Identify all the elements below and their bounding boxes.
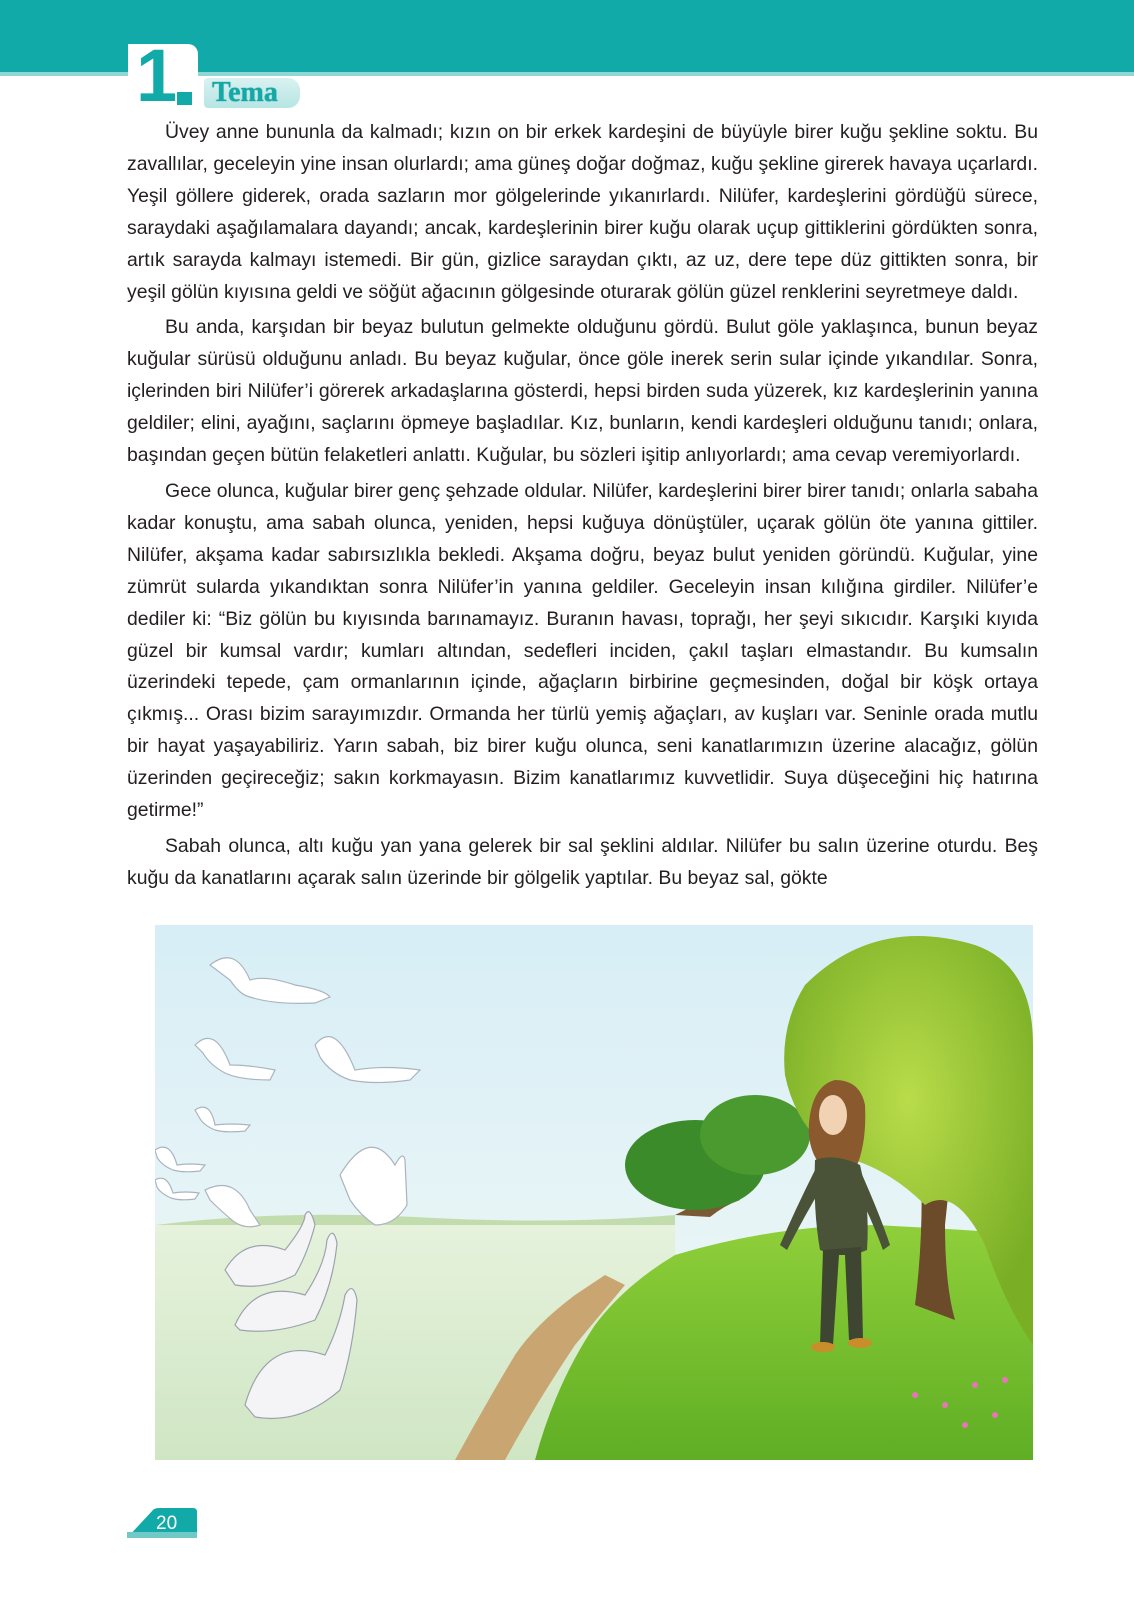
page-number: 20: [156, 1513, 178, 1534]
girl-shoe: [811, 1342, 835, 1352]
unit-label: Tema: [212, 77, 278, 108]
story-paragraph: Üvey anne bununla da kalmadı; kızın on bir erkek kardeşini de büyüyle birer kuğu şekline soktu. Bu zavallılar, geceleyin yine insan olurlardı; ama güneş doğar doğmaz, kuğu şekline girerek havaya uçarlardı. Yeşil göllere giderek, orada sazların mor gölgelerinde yıkanırlardı. Nilüfer, kardeşlerini gördüğü sürece, saraydaki aşağılamalara dayandı; ancak, kardeşlerinin birer kuğu olarak uçup gittiklerini gördükten sonra, artık sarayda kalmayı istemedi. Bir gün, gizlice saraydan çıktı, az uz, dere tepe düz gittikten sonra, bir yeşil gölün kıyısına geldi ve söğüt ağacının gölgesinde oturarak gölün güzel renklerini seyretmeye daldı.: [127, 121, 1038, 303]
girl-shoe: [848, 1338, 872, 1348]
story-paragraph: Bu anda, karşıdan bir beyaz bulutun gelmekte olduğunu gördü. Bulut göle yaklaşınca, bunun beyaz kuğular sürüsü olduğunu anladı. Bu beyaz kuğular, önce göle inerek serin sular içinde yıkandılar. Sonra, içlerinden biri Nilüfer’i görerek arkadaşlarına gösterdi, hepsi birden suda yüzerek, kız kardeşlerinin yanına geldiler; elini, ayağını, saçlarını öpmeye başladılar. Kız, bunların, kendi kardeşleri olduğunu tanıdı; onlara, başından geçen bütün felaketleri anlattı. Kuğular, bu sözleri işitip anlıyorlardı; ama cevap veremiyorlardı.: [127, 316, 1038, 467]
girl-face: [819, 1095, 847, 1135]
story-paragraph: Sabah olunca, altı kuğu yan yana gelerek bir sal şeklini aldılar. Nilüfer bu salın üzerine oturdu. Beş kuğu da kanatlarını açarak salın üzerinde bir gölgelik yaptılar. Bu beyaz sal, gökte: [127, 834, 1038, 889]
oak-foliage: [700, 1095, 810, 1175]
story-paragraph: Gece olunca, kuğular birer genç şehzade oldular. Nilüfer, kardeşlerini birer birer tanıdı; onlarla sabaha kadar konuştu, ama sabah olunca, yeniden, hepsi kuğuya dönüştüler, uçarak gölün öte yanına gittiler. Nilüfer, akşama kadar sabırsızlıkla bekledi. Akşama doğru, beyaz bulut yeniden göründü. Kuğular, yine zümrüt sularda yıkandıktan sonra Nilüfer’in yanına geldiler. Geceleyin insan kılığına girdiler. Nilüfer’e dediler ki: “Biz gölün bu kıyısında barınamayız. Buranın havası, toprağı, her şeyi sıkıcıdır. Karşıki kıyıda güzel bir kumsal vardır; kumları altından, sedefleri inciden, çakıl taşları elmastandır. Bu kumsalın üzerindeki tepede, çam ormanlarının içinde, ağaçların birbirine geçmesinden, doğal bir köşk ortaya çıkmış... Orası bizim sarayımızdır. Ormanda her türlü yemiş ağaçları, av kuşları var. Seninle orada mutlu bir hayat yaşayabiliriz. Yarın sabah, biz birer kuğu olunca, seni kanatlarımızın üzerine alacağız, gölün üzerinden geçireceğiz; sakın korkmayasın. Bizim kanatlarımız kuvvetlidir. Suya düşeceğini hiç hatırına getirme!”: [127, 479, 1038, 822]
story-text: [127, 117, 1038, 899]
story-illustration: [155, 925, 1033, 1460]
unit-number-dot: [177, 92, 192, 105]
unit-number: 1: [136, 34, 178, 117]
